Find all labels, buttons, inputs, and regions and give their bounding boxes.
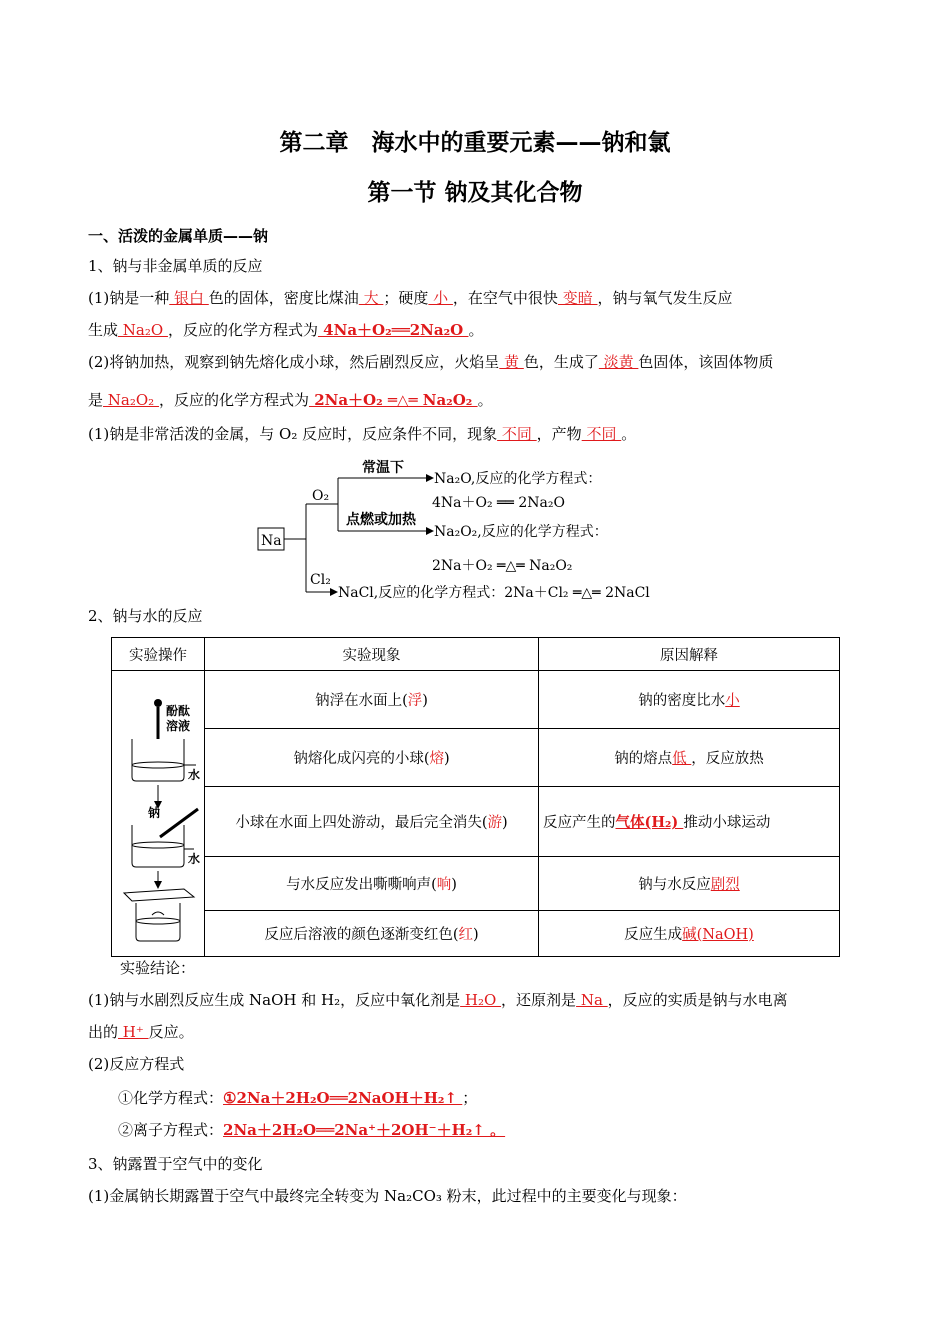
text: 反应产生的 (543, 815, 616, 831)
answer: 变暗 (557, 289, 598, 307)
explanation-cell (539, 787, 840, 857)
answer: H⁺ (118, 1023, 149, 1041)
sodium-reaction-diagram (258, 456, 698, 606)
text: 推动小球运动 (683, 815, 771, 831)
text: 反应。 (148, 1023, 194, 1041)
text: 钠的密度比水 (638, 693, 726, 709)
answer: 银白 (169, 289, 209, 307)
text: ，反应的化学方程式为 (158, 391, 309, 409)
answer-equation: ①2Na＋2H₂O══2NaOH＋H₂↑ (223, 1089, 463, 1107)
cl2-label: Cl₂ (310, 572, 331, 588)
text: ，在空气中很快 (452, 289, 558, 307)
text: 色的固体，密度比煤油 (208, 289, 359, 307)
text: 反应生成 (624, 927, 683, 943)
text: 反应后溶液的颜色逐渐变红色( (264, 927, 459, 943)
keyword: 红 (458, 927, 473, 943)
paragraph-1-line-2 (88, 320, 483, 340)
answer: 小 (725, 693, 740, 709)
ionic-equation-line (118, 1120, 505, 1140)
text: ) (451, 877, 457, 893)
text: ) (443, 751, 450, 767)
phenomenon-cell (205, 787, 539, 857)
answer: 剧烈 (710, 877, 740, 893)
answer: 淡黄 (598, 353, 639, 371)
text: ，反应的实质是钠与水电离 (607, 991, 788, 1009)
phenomenon-cell (205, 729, 539, 787)
table-row (112, 671, 840, 729)
paragraph-2-line-2 (88, 390, 493, 410)
beaker-illustration (118, 677, 201, 947)
answer: Na (576, 991, 608, 1009)
explanation-cell (539, 671, 840, 729)
table-row (112, 857, 840, 911)
answer: H₂O (460, 991, 502, 1009)
answer: 黄 (499, 353, 524, 371)
subheading-nonmetal: 1、钠与非金属单质的反应 (88, 257, 263, 275)
keyword: 熔 (429, 751, 444, 767)
product-na2o2: Na₂O₂,反应的化学方程式： (434, 524, 608, 540)
text: 色固体，该固体物质 (638, 353, 774, 371)
answer-equation: 2Na＋2H₂O══2Na⁺＋2OH⁻＋H₂↑ 。 (223, 1121, 506, 1139)
phenomenon-cell (205, 857, 539, 911)
text: ，反应放热 (691, 751, 764, 767)
text: ) (501, 815, 508, 831)
text: ； (462, 1089, 478, 1107)
text: 出的 (88, 1023, 119, 1041)
text: 钠熔化成闪亮的小球( (293, 751, 430, 767)
reagent-label-2: 溶液 (166, 718, 191, 733)
answer-equation: 2Na＋O₂ ═△═ Na₂O₂ (308, 391, 478, 409)
answer: 低 (672, 751, 692, 767)
equation-na2o: 4Na＋O₂ ══ 2Na₂O (432, 495, 565, 511)
explanation-cell (539, 857, 840, 911)
header-operation: 实验操作 (112, 638, 205, 671)
text: ；硬度 (383, 289, 429, 307)
text: 。 (621, 425, 637, 443)
section-title: 第一节 钠及其化合物 (367, 180, 583, 206)
table-row (112, 911, 840, 957)
text: 生成 (88, 321, 119, 339)
text: 钠浮在水面上( (315, 693, 408, 709)
text: 。 (468, 321, 484, 339)
paragraph-1-line-1 (88, 288, 733, 308)
text: ，反应的化学方程式为 (167, 321, 318, 339)
subheading-water: 2、钠与水的反应 (88, 607, 203, 625)
text: 钠与水反应 (638, 877, 711, 893)
equation-na2o2: 2Na＋O₂ ═△═ Na₂O₂ (432, 558, 573, 574)
product-nacl: NaCl,反应的化学方程式：2Na＋Cl₂ ═△═ 2NaCl (338, 585, 650, 601)
na-label: Na (261, 533, 282, 549)
subheading-air: 3、钠露置于空气中的变化 (88, 1155, 263, 1173)
product-na2o: Na₂O,反应的化学方程式： (434, 471, 602, 487)
table-header-row (112, 638, 840, 671)
chapter-title: 第二章 海水中的重要元素——钠和氯 (279, 130, 671, 156)
sodium-label: 钠 (148, 805, 161, 820)
chemical-equation-line (118, 1088, 477, 1108)
paragraph-3 (88, 424, 636, 444)
text: ，还原剂是 (501, 991, 577, 1009)
text: 色，生成了 (523, 353, 599, 371)
text: ②离子方程式： (118, 1121, 224, 1139)
text: ①化学方程式： (118, 1089, 224, 1107)
keyword: 响 (436, 877, 452, 893)
text: ，钠与氧气发生反应 (597, 289, 733, 307)
keyword: 浮 (407, 693, 423, 709)
paragraph-2-line-1 (88, 352, 773, 372)
condition-room-temp: 常温下 (362, 460, 404, 476)
paragraph-air: (1)金属钠长期露置于空气中最终完全转变为 Na₂CO₃ 粉末，此过程中的主要变化与现象： (88, 1187, 687, 1205)
text: ) (422, 693, 428, 709)
answer: Na₂O₂ (103, 391, 159, 409)
table-row (112, 787, 840, 857)
water-label-2: 水 (188, 851, 201, 866)
header-explanation: 原因解释 (539, 638, 840, 671)
text: 钠的熔点 (614, 751, 673, 767)
text: 小球在水面上四处游动，最后完全消失( (235, 815, 488, 831)
conclusion-1-line-2 (88, 1022, 194, 1042)
text: ) (472, 927, 479, 943)
conclusion-2: (2)反应方程式 (88, 1055, 185, 1073)
experiment-table (111, 637, 840, 957)
conclusion-label: 实验结论： (120, 959, 196, 977)
phenomenon-cell (205, 671, 539, 729)
answer: 气体(H₂) (615, 814, 684, 831)
conclusion-1-line-1 (88, 990, 788, 1010)
text: (1)钠是非常活泼的金属，与 O₂ 反应时，反应条件不同，现象 (88, 425, 498, 443)
answer: 大 (358, 289, 384, 307)
explanation-cell (539, 911, 840, 957)
answer: 小 (428, 289, 453, 307)
heading-sodium: 一、活泼的金属单质——钠 (88, 227, 269, 245)
keyword: 游 (487, 815, 502, 831)
phenomenon-cell (205, 911, 539, 957)
answer: 碱(NaOH) (682, 927, 754, 943)
text: (1)钠是一种 (88, 289, 170, 307)
explanation-cell (539, 729, 840, 787)
text: 与水反应发出嘶嘶响声( (286, 877, 437, 893)
text: ，产物 (536, 425, 582, 443)
apparatus-illustration (112, 671, 205, 957)
table-row (112, 729, 840, 787)
text: 。 (477, 391, 493, 409)
o2-label: O₂ (312, 488, 330, 504)
condition-ignite: 点燃或加热 (346, 512, 416, 528)
answer: Na₂O (118, 321, 168, 339)
header-phenomenon: 实验现象 (205, 638, 539, 671)
text: 是 (88, 391, 104, 409)
answer: 不同 (581, 425, 622, 443)
text: (1)钠与水剧烈反应生成 NaOH 和 H₂，反应中氧化剂是 (88, 991, 461, 1009)
answer-equation: 4Na＋O₂══2Na₂O (317, 321, 469, 339)
answer: 不同 (497, 425, 537, 443)
water-label-1: 水 (188, 767, 201, 782)
reagent-label: 酚酞 (166, 703, 191, 718)
text: (2)将钠加热，观察到钠先熔化成小球，然后剧烈反应，火焰呈 (88, 353, 500, 371)
